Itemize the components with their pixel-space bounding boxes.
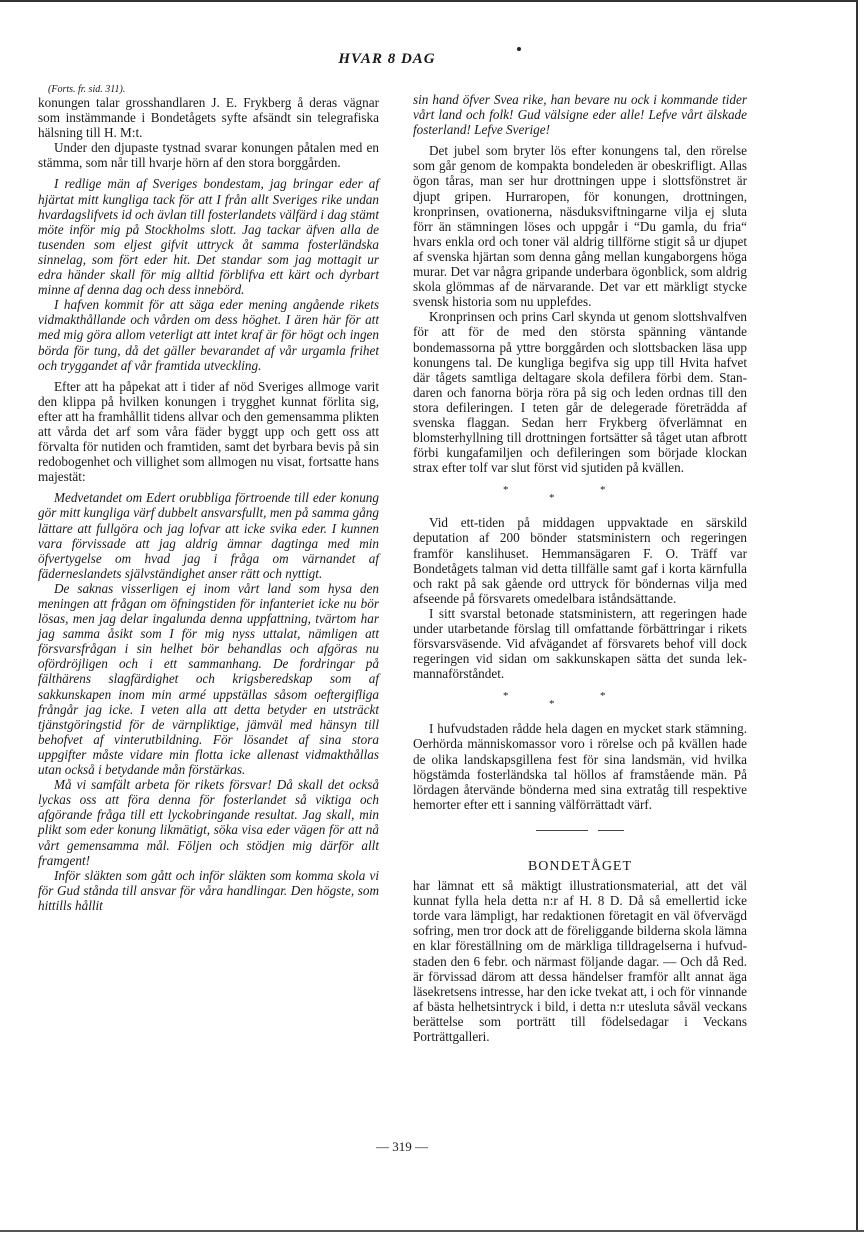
kings-speech-paragraph: Inför släkten som gått och inför släkten som komma skola vi för Gud stånda till ansvar för våra handlingar. Den högste, som hittills hållit [38, 867, 379, 913]
star: * [503, 690, 509, 703]
right-column [413, 84, 747, 1044]
star: * [549, 698, 555, 711]
star: * [600, 484, 606, 497]
kings-speech-paragraph: De saknas visserligen ej inom vårt land som hysa den meningen att frågan om öfningstiden för infanteriet icke nu bör lösas, men jag delar ingalunda denna uppfattning, tvärtom har jag samma åsikt som I för mig nyss uttalat, nämligen att försvarsfrågan i sin helhet bör behandlas och afgöras nu ofördröjligen och i ett sammanhang. De fordringar på fälthärens slagfärdighet och krigsberedskap som af sakkunskapen inom min armé uppställas såsom oeftergifliga frångår jag icke. I veten alla att detta betyder en utsträckt tjänstgöringstid för de värnpliktige, jämväl med hänsyn till behofvet af vinterutbildning. För lösandet af sina stora uppgifter måste vidare min flotta icke allenast vidmakthållas utan också i betydande mån förstärkas. [38, 580, 379, 778]
section-separator-stars [413, 685, 747, 717]
paragraph: I sitt svarstal betonade statsministern, att regeringen hade under utarbetande förslag till omfattande förbättringar i rikets försvarsväsende. Vid afvägandet af försvarets behof vill dock regeringen vid sidan om sakkunskapen sätta det sunda lekmannaförståndet. [413, 605, 747, 682]
running-header [0, 50, 864, 68]
page-border-top [0, 0, 858, 2]
left-column [38, 84, 379, 913]
notice-text: har lämnat ett så mäktigt illustrationsmaterial, att det väl kunnat fylla hela detta n:r af H. 8 D. Då så emellertid icke torde vara lämpligt, har redaktionen företagit en väl öfvervägd sofring, men tror dock att de föreliggande bilderna skola lämna en klar föreställning om de märkliga tilldragelserna i hufvudstaden den 6 febr. och närmast följande dagar. — Och då Red. är förvissad därom att dessa händelser framför allt annat äga läsekretsens intresse, har den icke tvekat att, i och för vinnande af bästa helhetsintryck i bild, i detta n:r utesluta såväl veckans berättelse som porträtt till födelsedagar i Veckans Porträttgalleri. [413, 878, 747, 1044]
kings-speech-paragraph: Må vi samfält arbeta för rikets försvar! Då skall det också lyckas oss att föra denna för fosterlandet så viktiga och afgörande fråga till ett lyckobringande resultat. Jag skall, min plikt som eder konung likmätigt, söka visa eder vägen för att nå vårt gemensamma mål. Följen och stödjen mig därför allt framgent! [38, 777, 379, 868]
print-speck [517, 47, 521, 51]
kings-speech-paragraph: sin hand öfver Svea rike, han bevare nu ock i kommande tider vårt land och folk! Gud välsigne eder alle! Lefve vårt älskade fosterland! Lefve Sverige! [413, 92, 747, 138]
continued-note: (Forts. fr. sid. 311). [48, 84, 126, 95]
paragraph: Vid ett-tiden på middagen uppvaktade en särskild deputation af 200 bönder statsministern och regeringen framför kanslihuset. Hemmansägaren F. O. Träff var Bondetågets talman vid detta tillfälle samt gaf i korta kärnfulla och rakt på sak gående ord uttryck för böndernas vilja med afseende på försvarets omedelbara iståndsättande. [413, 515, 747, 606]
paragraph: Det jubel som bryter lös efter konungens tal, den rörelse som går genom de kompakta bondeleden är obeskrifligt. Allas ögon tåras, man ser hur drottningen uppe i slottsfönstret är djupt gripen. Hurraropen, för konungen, drottningen, kronprinsen, ovationerna, näsduksviftningarne vilja ej sluta förr än stämningen löses och uppgår i “Du gamla, du fria“ hvars enkla ord och toner väl aldrig tillförne stigit så ur djupet af svenska hjärtan som denna gång mellan kungaborgens höga murar. Det var några gripande underbara ögonblick, som aldrig skola glömmas af de närvarande. Det var ett märkligt stycke svensk historia som nu upplefdes. [413, 143, 747, 310]
paragraph: Under den djupaste tystnad svarar konungen påtalen med en stämma, som når till hvarje hörn af den stora borggården. [38, 140, 379, 171]
page-border-bottom [0, 1230, 864, 1232]
star: * [549, 492, 555, 505]
page-border-right [856, 0, 858, 1232]
section-rule [413, 830, 747, 831]
star: * [503, 484, 509, 497]
magazine-title: HVAR 8 DAG [338, 51, 436, 67]
kings-speech-paragraph: I hafven kommit för att säga eder mening angående rikets vidmakthållande och vården om dess höghet. I ären här för att med mig göra allom veterligt att intet kraf är för högt och ingen börda för tung, då det gäller bevarandet af vår urgamla frihet och tryggandet af vår framtida utveckling. [38, 297, 379, 373]
paragraph: I hufvudstaden rådde hela dagen en mycket stark stämning. Oerhörda människomassor voro i rörelse och på kvällen hade de olika landskapsgillena fest för sina landsmän, vid hvilka högstämda fosterländska tal höllos af framstående män. På lördagen återvände bönderna med sina extratåg till respektive hemorter efter ett i sanning välförrättadt värf. [413, 721, 747, 812]
page-number: — 319 — [376, 1139, 428, 1154]
kings-speech-paragraph: I redlige män af Sveriges bondestam, jag bringar eder af hjärtat mitt kungliga tack för att I från allt Sveriges rike undan hvardagslifvets id och ävlan till fosterlandets välfärd i dag stämt möte inför mig på Stockholms slott. Jag tackar äfven alla de tusenden som eljest gifvit uttryck åt samma fosterländska sinnelag, som fört eder hit. Det standar som jag mottagit ur edra händer skall för mig alltid förblifva ett kärt och dyrbart minne af denna dag och dess innebörd. [38, 176, 379, 298]
kings-speech-paragraph: Medvetandet om Edert orubbliga förtroende till eder konung gör mitt kungliga värf dubbelt ansvarsfullt, men på samma gång lättare att fullgöra och jag lofvar att icke svika eder. I kunnen vara förvissade att jag aldrig ämnar dagtinga med min öfvertygelse om hvad jag i fråga om värnandet af fäderneslandets självständighet anser rätt och nyttigt. [38, 490, 379, 581]
paragraph: Kronprinsen och prins Carl skynda ut genom slottshvalfven för att för de med den största spänning väntande bondemassorna på yttre borggården och slottsbacken läsa upp konungens tal. De kungliga begifva sig upp till Hvita hafvet där tågets samtliga deltagare skola defilera förbi dem. Standaren och fanorna börja röra på sig och leden ordnas till den stora defileringen. I teten går de delegerade företrädda af svenska flaggan. Sedan herr Frykberg öfverlämnat en blomsterhyllning till drottningen fortsätter så tåget utan afbrott förbi kungafamiljen och defileringen som började klockan strax efter tolf var slut först vid sjutiden på kvällen. [413, 309, 747, 476]
paragraph: konungen talar grosshandlaren J. E. Frykberg å deras vägnar som instämmande i Bondetågets syfte afsändt sin telegrafiska hälsning till H. M:t. [38, 95, 379, 141]
notice-title: BONDETÅGET [527, 858, 633, 874]
star: * [600, 690, 606, 703]
section-separator-stars [413, 479, 747, 511]
paragraph: Efter att ha påpekat att i tider af nöd Sveriges allmoge varit den klippa på hvilken konungen i trygghet kunnat förlita sig, efter att ha framhållit tidens allvar och den gemensamma plikten att vårda det arf som våra fäder byggt upp och gett oss att förvalta för nutiden och framtiden, samt det byrbara bevis på sin redobogenhet och villighet som allmogen nu visat, fortsatte hans majestät: [38, 378, 379, 485]
